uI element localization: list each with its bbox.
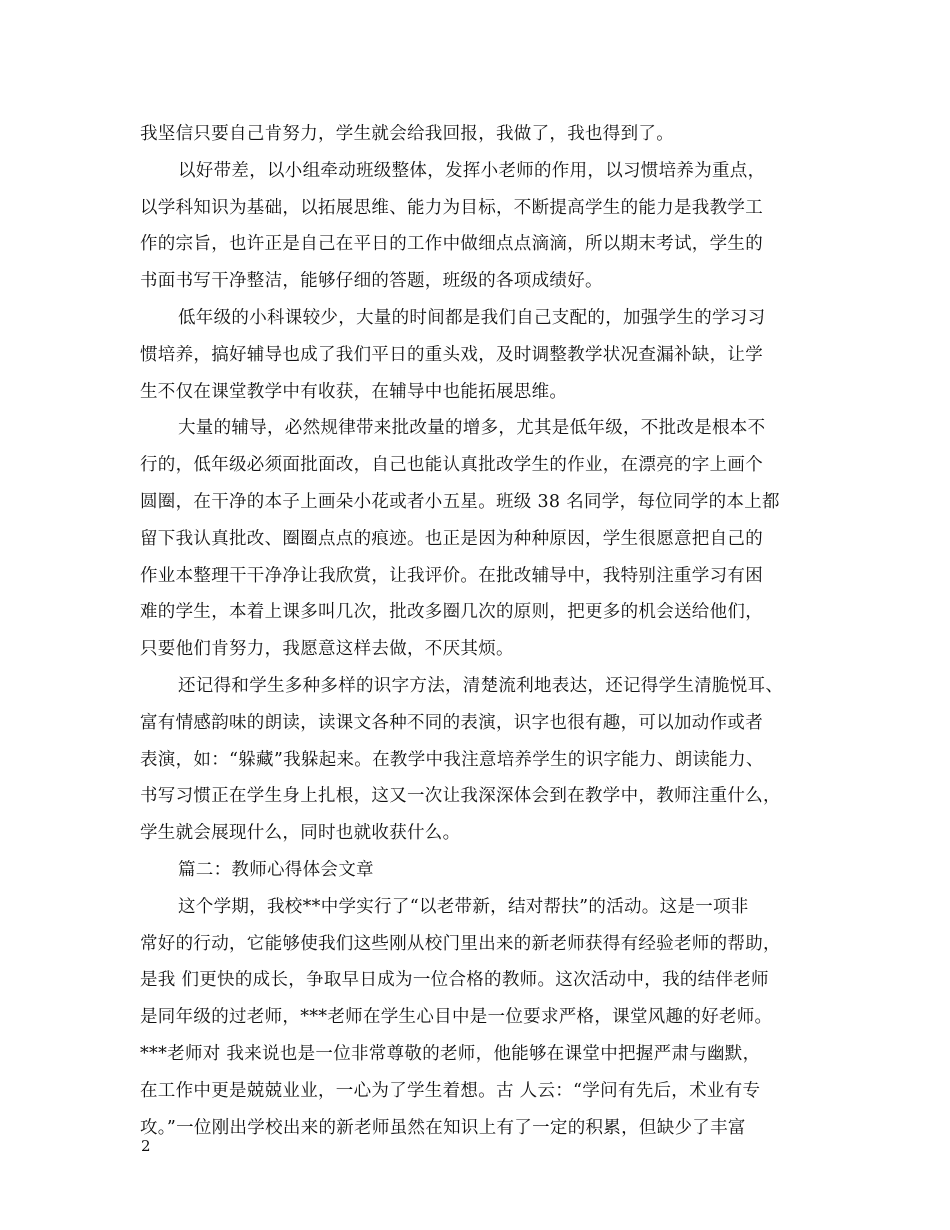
text-line: 攻。”一位刚出学校出来的新老师虽然在知识上有了一定的积累，但缺少了丰富: [140, 1117, 746, 1138]
text-line: 是我 们更快的成长，争取早日成为一位合格的教师。这次活动中，我的结伴老师: [140, 970, 769, 991]
text-line: 行的，低年级必须面批面改，自己也能认真批改学生的作业，在漂亮的字上画个: [140, 455, 763, 476]
text-line: 篇二：教师心得体会文章: [178, 859, 374, 880]
text-line: 是同年级的过老师，***老师在学生心目中是一位要求严格，课堂风趣的好老师。: [140, 1007, 773, 1028]
text-line: 留下我认真批改、圈圈点点的痕迹。也正是因为种种原因，学生很愿意把自己的: [140, 528, 763, 549]
text-line: 书面书写干净整洁，能够仔细的答题，班级的各项成绩好。: [140, 271, 603, 292]
text-line: ***老师对 我来说也是一位非常尊敬的老师，他能够在课堂中把握严肃与幽默，: [140, 1043, 761, 1064]
text-line: 表演，如：“躲藏”我躲起来。在教学中我注意培养学生的识字能力、朗读能力、: [140, 749, 764, 770]
text-line: 常好的行动，它能够使我们这些刚从校门里出来的新老师获得有经验老师的帮助，: [140, 933, 781, 954]
text-line: 书写习惯正在学生身上扎根，这又一次让我深深体会到在教学中，教师注重什么，: [140, 786, 781, 807]
text-line: 富有情感韵味的朗读，读课文各种不同的表演，识字也很有趣，可以加动作或者: [140, 712, 763, 733]
text-line: 只要他们肯努力，我愿意这样去做，不厌其烦。: [140, 639, 514, 660]
text-line: 低年级的小科课较少，大量的时间都是我们自己支配的，加强学生的学习习: [178, 307, 766, 328]
text-line: 以好带差，以小组牵动班级整体，发挥小老师的作用，以习惯培养为重点，: [178, 160, 766, 181]
text-line: 在工作中更是兢兢业业，一心为了学生着想。古 人云：“学问有先后，术业有专: [140, 1080, 761, 1101]
text-line: 学生就会展现什么，同时也就收获什么。: [140, 823, 461, 844]
text-line: 生不仅在课堂教学中有收获，在辅导中也能拓展思维。: [140, 381, 568, 402]
body-text: [140, 116, 840, 1146]
text-line: 我坚信只要自己肯努力，学生就会给我回报，我做了，我也得到了。: [140, 124, 674, 144]
text-line: 还记得和学生多种多样的识字方法，清楚流利地表达，还记得学生清脆悦耳、: [178, 675, 784, 696]
text-line: 这个学期，我校**中学实行了“以老带新，结对帮扶”的活动。这是一项非: [178, 896, 749, 917]
text-line: 作的宗旨，也许正是自己在平日的工作中做细点点滴滴，所以期末考试，学生的: [140, 234, 763, 255]
text-line: 惯培养，搞好辅导也成了我们平日的重头戏，及时调整教学状况查漏补缺，让学: [140, 344, 763, 365]
text-line: 难的学生，本着上课多叫几次，批改多圈几次的原则，把更多的机会送给他们，: [140, 602, 763, 623]
text-line: 大量的辅导，必然规律带来批改量的增多，尤其是低年级，不批改是根本不: [178, 418, 766, 439]
page-number: 2: [141, 1137, 151, 1155]
text-line: 圆圈，在干净的本子上画朵小花或者小五星。班级 38 名同学，每位同学的本上都: [140, 491, 780, 512]
text-line: 以学科知识为基础，以拓展思维、能力为目标，不断提高学生的能力是我教学工: [140, 197, 763, 218]
text-line: 作业本整理干干净净让我欣赏，让我评价。在批改辅导中，我特别注重学习有困: [140, 565, 763, 586]
